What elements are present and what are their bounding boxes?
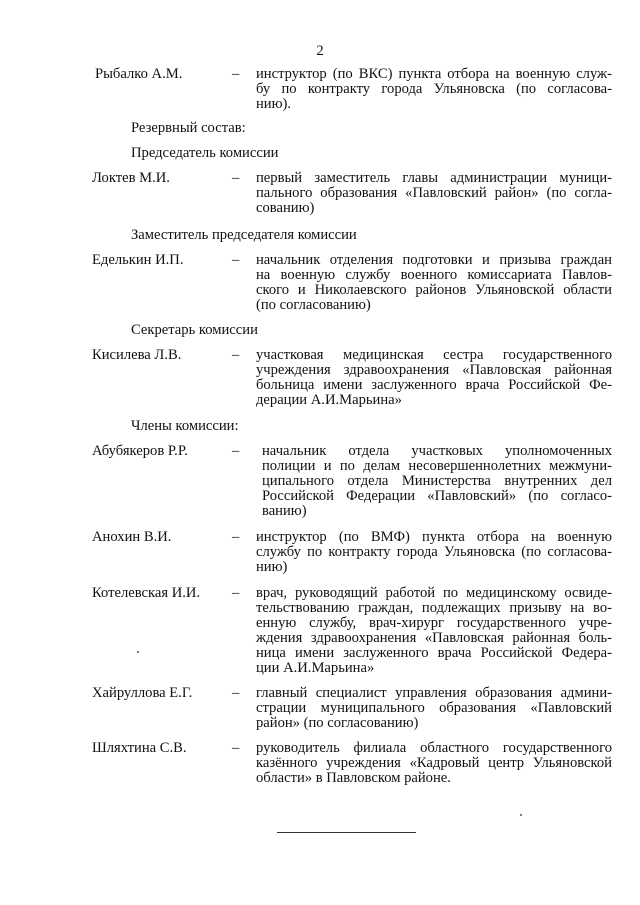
description-line: страции муниципального образования «Павловский — [256, 700, 612, 716]
description-line: (по согласованию) — [256, 297, 371, 313]
description-line: учреждения здравоохранения «Павловская районная — [256, 362, 612, 378]
description-line: ванию) — [262, 503, 307, 519]
role-description — [256, 741, 612, 786]
description-line: ципального отдела Министерства внутренних дел — [262, 473, 612, 489]
person-name: Хайруллова Е.Г. — [92, 685, 193, 701]
description-line: дерации А.И.Марьина» — [256, 392, 402, 408]
role-description — [256, 530, 612, 575]
scan-speck — [137, 651, 139, 653]
person-name: Локтев М.И. — [92, 170, 170, 186]
role-description — [256, 253, 612, 313]
description-line: руководитель филиала областного государственного — [256, 740, 612, 756]
description-line: казённого учреждения «Кадровый центр Ульяновской — [256, 755, 612, 771]
description-line: участковая медицинская сестра государственного — [256, 347, 612, 363]
entry-dash: – — [232, 529, 240, 545]
section-heading-secretary: Секретарь комиссии — [131, 322, 258, 338]
section-heading-chairman: Председатель комиссии — [131, 145, 279, 161]
description-line: Российской Федерации «Павловский» (по согласо- — [262, 488, 612, 504]
description-line: енную службу, врач-хирург государственного учре- — [256, 615, 612, 631]
description-line: нию). — [256, 96, 292, 112]
person-name: Абубякеров Р.Р. — [92, 443, 188, 459]
description-line: тельствованию граждан, подлежащих призыву на во- — [256, 600, 612, 616]
person-name: Анохин В.И. — [92, 529, 172, 545]
description-line: области» в Павловском районе. — [256, 770, 451, 786]
section-heading-deputy: Заместитель председателя комиссии — [131, 227, 357, 243]
person-name: Шляхтина С.В. — [92, 740, 187, 756]
entry-dash: – — [232, 347, 240, 363]
entry-dash: – — [232, 252, 240, 268]
entry-dash: – — [232, 740, 240, 756]
description-line: начальник отдела участковых уполномоченных — [262, 443, 612, 459]
description-line: пального образования «Павловский район» (по согла- — [256, 185, 612, 201]
description-line: сованию) — [256, 200, 315, 216]
person-name: Кисилева Л.В. — [92, 347, 182, 363]
entry-dash: – — [232, 443, 240, 459]
description-line: инструктор (по ВКС) пункта отбора на военную служ- — [256, 66, 612, 82]
description-line: инструктор (по ВМФ) пункта отбора на военную — [256, 529, 612, 545]
description-line: начальник отделения подготовки и призыва граждан — [256, 252, 612, 268]
description-line: ции А.И.Марьина» — [256, 660, 375, 676]
description-line: на военную службу военного комиссариата Павлов- — [256, 267, 612, 283]
person-name: Котелевская И.И. — [92, 585, 201, 601]
entry-dash: – — [232, 685, 240, 701]
role-description — [256, 686, 612, 731]
role-description — [256, 67, 612, 112]
role-description — [256, 586, 612, 676]
entry-dash: – — [232, 66, 240, 82]
description-line: ница имени заслуженного врача Российской Федера- — [256, 645, 612, 661]
end-rule — [277, 832, 416, 833]
page-number: 2 — [316, 43, 324, 59]
role-description — [262, 444, 612, 519]
person-name: Рыбалко А.М. — [95, 66, 183, 82]
person-name: Еделькин И.П. — [92, 252, 184, 268]
description-line: службу по контракту города Ульяновска (по согласова- — [256, 544, 612, 560]
section-heading-members: Члены комиссии: — [131, 418, 239, 434]
description-line: главный специалист управления образования админи- — [256, 685, 612, 701]
scan-speck — [520, 814, 522, 816]
section-heading-reserve: Резервный состав: — [131, 120, 246, 136]
description-line: нию) — [256, 559, 288, 575]
description-line: бу по контракту города Ульяновска (по согласова- — [256, 81, 612, 97]
entry-dash: – — [232, 170, 240, 186]
role-description — [256, 348, 612, 408]
description-line: врач, руководящий работой по медицинскому освиде- — [256, 585, 612, 601]
description-line: ждения здравоохранения «Павловская районная боль- — [256, 630, 612, 646]
description-line: ского и Николаевского районов Ульяновской области — [256, 282, 612, 298]
description-line: полиции и по делам несовершеннолетних межмуни- — [262, 458, 612, 474]
description-line: больница имени заслуженного врача Российской Фе- — [256, 377, 612, 393]
description-line: первый заместитель главы администрации муници- — [256, 170, 612, 186]
description-line: район» (по согласованию) — [256, 715, 419, 731]
role-description — [256, 171, 612, 216]
entry-dash: – — [232, 585, 240, 601]
